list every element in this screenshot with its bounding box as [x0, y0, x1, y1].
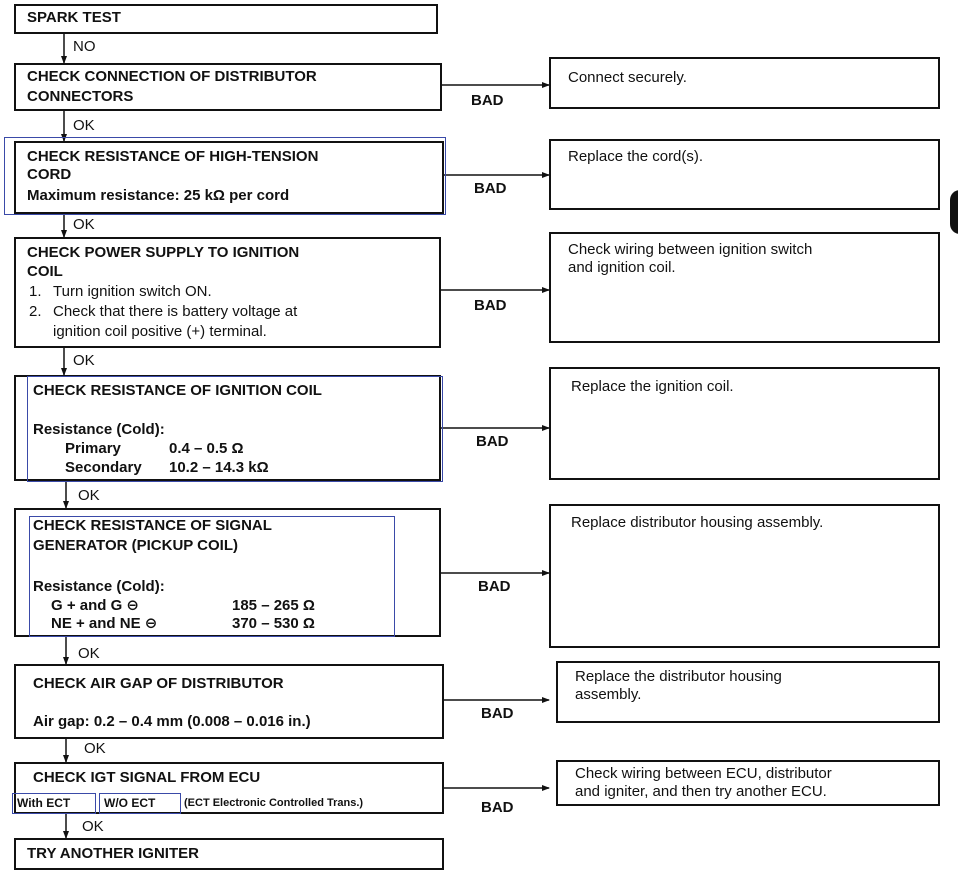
step1-title: CHECK CONNECTION OF DISTRIBUTOR: [27, 68, 317, 85]
step4-bad-label: BAD: [476, 433, 509, 450]
step3-item1-num: 1.: [29, 283, 42, 300]
step2-result-ok: OK: [73, 216, 95, 233]
spark-result-no: NO: [73, 38, 96, 55]
step5-row1-label: G + and G ⊖: [51, 597, 140, 614]
step3-action-line2: and ignition coil.: [568, 259, 676, 276]
step5-bad-label: BAD: [478, 578, 511, 595]
step4-row1-label: Primary: [65, 440, 121, 457]
step3-title-line2: COIL: [27, 263, 63, 280]
step2-spec: Maximum resistance: 25 kΩ per cord: [27, 187, 290, 204]
step5-row2-value: 370 – 530 Ω: [232, 615, 315, 632]
step2-title-line2: CORD: [27, 166, 72, 183]
step3-action: Check wiring between ignition switch: [568, 241, 813, 258]
step6-result-ok: OK: [84, 740, 106, 757]
step6-spec: Air gap: 0.2 – 0.4 mm (0.008 – 0.016 in.): [33, 713, 311, 730]
step5-spec-head: Resistance (Cold):: [33, 578, 165, 595]
step6-bad-label: BAD: [481, 705, 514, 722]
step7-title: CHECK IGT SIGNAL FROM ECU: [33, 769, 261, 786]
final-title: TRY ANOTHER IGNITER: [27, 845, 199, 862]
step5-action: Replace distributor housing assembly.: [571, 514, 824, 531]
step5-row1-value: 185 – 265 Ω: [232, 597, 315, 614]
step5-title: CHECK RESISTANCE OF SIGNAL: [33, 517, 272, 534]
step3-item1: Turn ignition switch ON.: [53, 283, 212, 300]
step5-row2-label: NE + and NE ⊖: [51, 615, 158, 632]
step6-title: CHECK AIR GAP OF DISTRIBUTOR: [33, 675, 284, 692]
step1-title-line2: CONNECTORS: [27, 88, 134, 105]
step4-action: Replace the ignition coil.: [571, 378, 734, 395]
step2-bad-label: BAD: [474, 180, 507, 197]
spark-test-title: SPARK TEST: [27, 9, 121, 26]
step4-row2-label: Secondary: [65, 459, 142, 476]
step7-result-ok: OK: [82, 818, 104, 835]
step2-action: Replace the cord(s).: [568, 148, 704, 165]
step4-result-ok: OK: [78, 487, 100, 504]
step3-item2-line1: Check that there is battery voltage at: [53, 303, 298, 320]
step3-bad-label: BAD: [474, 297, 507, 314]
step7-action: Check wiring between ECU, distributor: [575, 765, 832, 782]
step6-action: Replace the distributor housing: [575, 668, 782, 685]
step7-bad-label: BAD: [481, 799, 514, 816]
ect-note: (ECT Electronic Controlled Trans.): [184, 797, 364, 809]
step3-item2-num: 2.: [29, 303, 42, 320]
step1-result-ok: OK: [73, 117, 95, 134]
step4-spec-head: Resistance (Cold):: [33, 421, 165, 438]
step5-title-line2: GENERATOR (PICKUP COIL): [33, 537, 239, 554]
step3-result-ok: OK: [73, 352, 95, 369]
step1-action: Connect securely.: [568, 69, 687, 86]
step1-bad-label: BAD: [471, 92, 504, 109]
step3-item2-line2: ignition coil positive (+) terminal.: [53, 323, 267, 340]
step4-row2-value: 10.2 – 14.3 kΩ: [169, 459, 269, 476]
step7-action-line2: and igniter, and then try another ECU.: [575, 783, 827, 800]
step4-title: CHECK RESISTANCE OF IGNITION COIL: [33, 382, 322, 399]
step6-action-line2: assembly.: [575, 686, 642, 703]
step3-title: CHECK POWER SUPPLY TO IGNITION: [27, 244, 300, 261]
step4-row1-value: 0.4 – 0.5 Ω: [169, 440, 244, 457]
with-ect-label: With ECT: [17, 796, 71, 810]
wo-ect-label: W/O ECT: [104, 796, 156, 810]
step2-title: CHECK RESISTANCE OF HIGH-TENSION: [27, 148, 319, 165]
step5-result-ok: OK: [78, 645, 100, 662]
section-tab-marker: [950, 190, 958, 234]
